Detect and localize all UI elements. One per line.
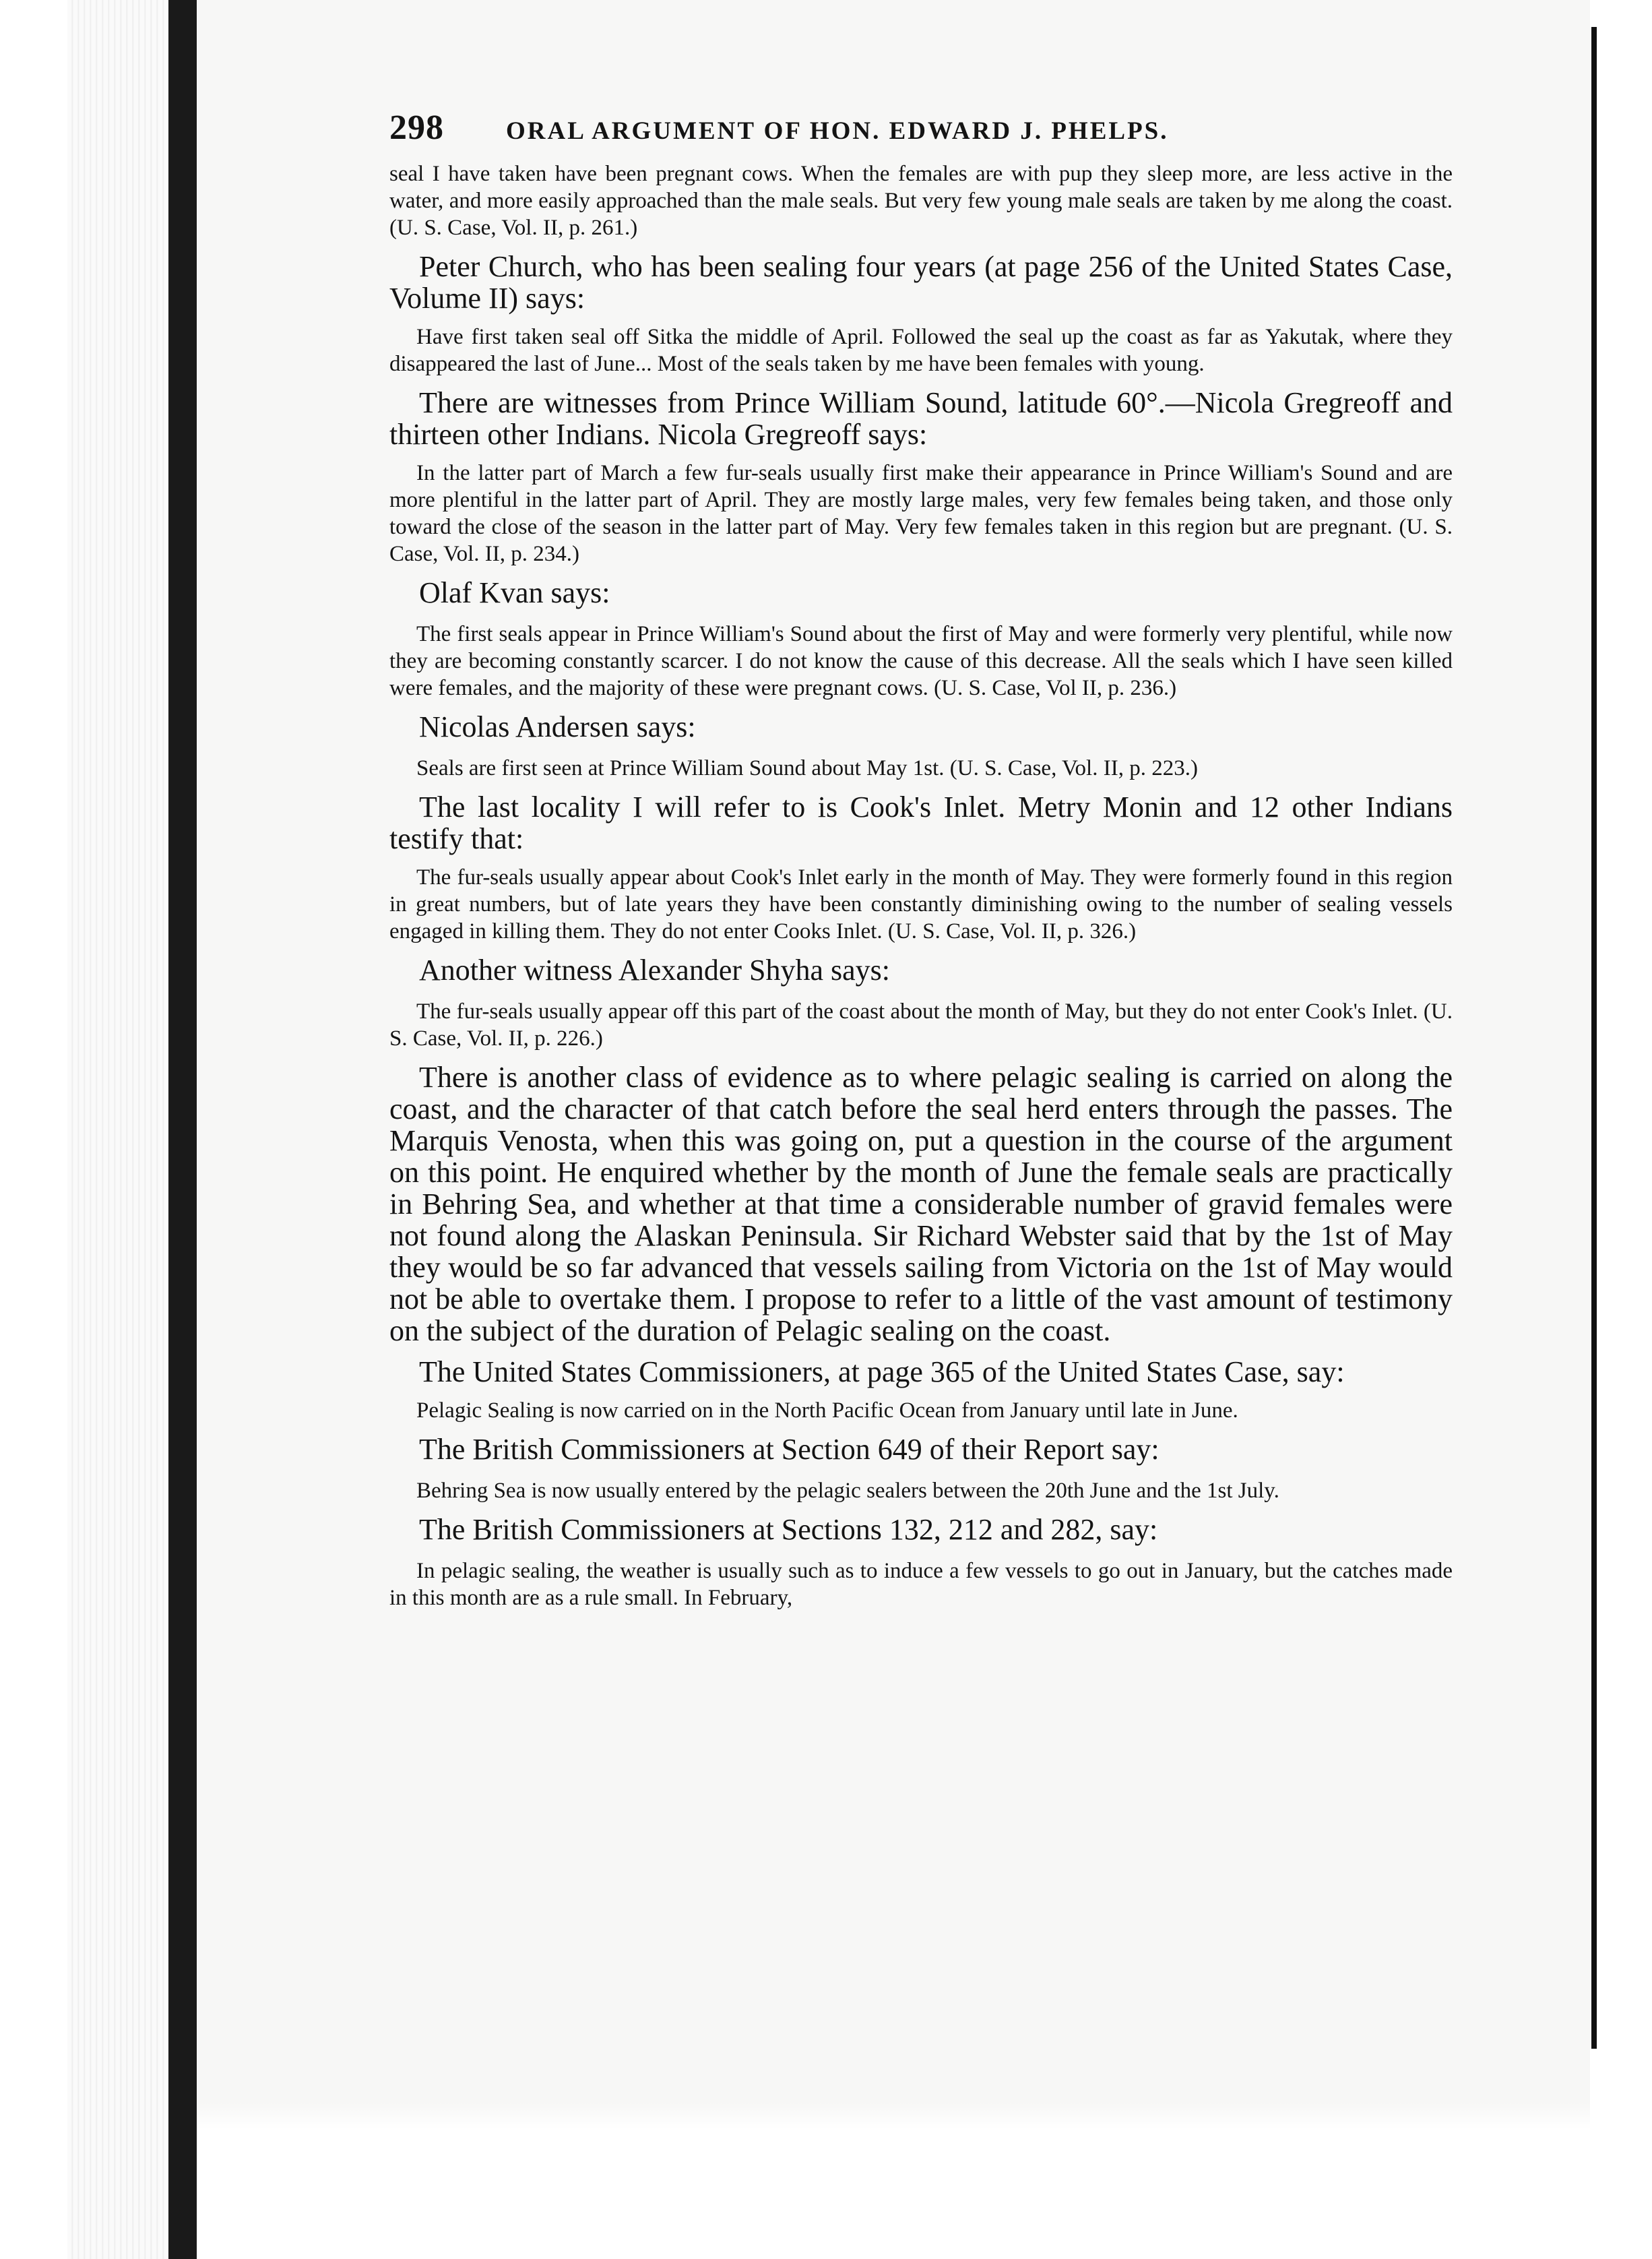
page-bottom-edge (197, 2103, 1590, 2130)
quote-block: In the latter part of March a few fur-seals usually first make their appearance in Prince William's Sound and are more plentiful in the latter part of April. They are mostly large males, very few females being taken, and those only toward the close of the season in the latter part of May. Very few females taken in this region but are pregnant. (U. S. Case, Vol. II, p. 234.) (389, 461, 1453, 566)
quote-block: The first seals appear in Prince William's Sound about the first of May and were formerly very plentiful, while now they are becoming constantly scarcer. I do not know the cause of this decrease. All the seals which I have seen killed were females, and the majority of these were pregnant cows. (U. S. Case, Vol II, p. 236.) (389, 622, 1453, 700)
body-paragraph: The United States Commissioners, at page 365 of the United States Case, say: (419, 1355, 1345, 1388)
body-paragraph: Peter Church, who has been sealing four years (at page 256 of the United States Case, Volume II) says: (389, 250, 1453, 315)
quote-block: In pelagic sealing, the weather is usually such as to induce a few vessels to go out in January, but the catches made in this month are as a rule small. In February, (389, 1559, 1453, 1610)
quote-block: seal I have taken have been pregnant cows. When the females are with pup they sleep more, are less active in the water, and more easily approached than the male seals. But very few young male seals are taken by me along the coast. (U. S. Case, Vol. II, p. 261.) (389, 162, 1453, 240)
quote-block: Have first taken seal off Sitka the middle of April. Followed the seal up the coast as far as Yakutak, where they disappeared the last of June... Most of the seals taken by me have been females with young. (389, 325, 1453, 376)
quote-block: Behring Sea is now usually entered by the pelagic sealers between the 20th June and the 1st July. (416, 1479, 1279, 1503)
body-paragraph: The last locality I will refer to is Cook's Inlet. Metry Monin and 12 other Indians testify that: (389, 791, 1453, 855)
body-paragraph: There are witnesses from Prince William Sound, latitude 60°.—Nicola Gregreoff and thirteen other Indians. Nicola Gregreoff says: (389, 386, 1453, 451)
right-page-border (1591, 27, 1597, 2049)
witness-lead-in: The British Commissioners at Section 649 of their Report say: (419, 1433, 1159, 1466)
running-title: ORAL ARGUMENT OF HON. EDWARD J. PHELPS. (506, 117, 1169, 145)
witness-lead-in: The British Commissioners at Sections 132, 212 and 282, say: (419, 1513, 1158, 1546)
body-paragraph: There is another class of evidence as to where pelagic sealing is carried on along the coast, and the character of that catch before the seal herd enters through the passes. The Marquis Venosta, when this was going on, put a question in the course of the argument on this point. He enquired whether by the month of June the female seals are practically in Behring Sea, and whether at that time a considerable number of gravid females were not found along the Alaskan Peninsula. Sir Richard Webster said that by the 1st of May they would be so far advanced that vessels sailing from Victoria on the 1st of May would not be able to overtake them. I propose to refer to a little of the vast amount of testimony on the subject of the duration of Pelagic sealing on the coast. (389, 1061, 1453, 1347)
quote-block: The fur-seals usually appear about Cook's Inlet early in the month of May. They were formerly found in this region in great numbers, but of late years they have been constantly diminishing owing to the number of sealing vessels engaged in killing them. They do not enter Cooks Inlet. (U. S. Case, Vol. II, p. 326.) (389, 865, 1453, 943)
page-number: 298 (389, 109, 444, 147)
book-spine-shadow (168, 0, 197, 2259)
witness-lead-in: Another witness Alexander Shyha says: (419, 954, 890, 987)
quote-block: Seals are first seen at Prince William Sound about May 1st. (U. S. Case, Vol. II, p. 223.) (416, 756, 1198, 780)
page-header (389, 108, 1453, 155)
witness-lead-in: Olaf Kvan says: (419, 576, 610, 609)
witness-lead-in: Nicolas Andersen says: (419, 710, 696, 743)
quote-block: Pelagic Sealing is now carried on in the North Pacific Ocean from January until late in June. (416, 1398, 1238, 1423)
page-content (389, 108, 1453, 1621)
quote-block: The fur-seals usually appear off this part of the coast about the month of May, but they do not enter Cook's Inlet. (U. S. Case, Vol. II, p. 226.) (389, 999, 1453, 1051)
